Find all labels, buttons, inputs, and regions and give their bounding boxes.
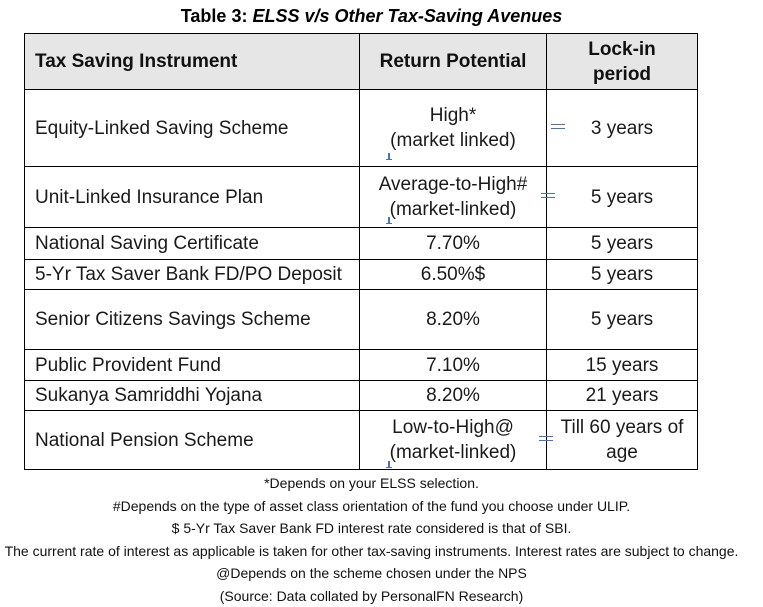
cell-instrument: Public Provident Fund bbox=[25, 350, 360, 381]
table-title-italic: ELSS v/s Other Tax-Saving Avenues bbox=[252, 6, 563, 26]
footnote-source: (Source: Data collated by PersonalFN Research) bbox=[219, 587, 524, 604]
cell-instrument: National Pension Scheme bbox=[25, 411, 360, 470]
edit-mark-icon bbox=[541, 193, 555, 198]
cell-lockin: 15 years bbox=[547, 350, 698, 381]
anchor-mark-icon bbox=[386, 461, 392, 468]
table-title-prefix: Table 3: bbox=[180, 6, 253, 26]
header-lockin: Lock-in period bbox=[547, 34, 698, 90]
cell-lockin: Till 60 years of age bbox=[547, 411, 698, 470]
footnotes bbox=[0, 472, 753, 607]
edit-mark-icon bbox=[539, 436, 553, 441]
table-title bbox=[0, 5, 743, 27]
footnote-interest: The current rate of interest as applicable is taken for other tax-saving instruments. Interest rates are subject to change. bbox=[4, 542, 739, 559]
table-header-row bbox=[25, 34, 698, 90]
table-row bbox=[25, 411, 698, 470]
footnote-nps: @Depends on the scheme chosen under the NPS bbox=[216, 565, 527, 581]
header-instrument: Tax Saving Instrument bbox=[25, 34, 360, 90]
header-return: Return Potential bbox=[360, 34, 547, 90]
cell-return: 8.20% bbox=[360, 381, 547, 411]
cell-lockin: 21 years bbox=[547, 381, 698, 411]
cell-return: 7.70% bbox=[360, 228, 547, 260]
footnote-elss: *Depends on your ELSS selection. bbox=[264, 475, 479, 491]
cell-instrument: Sukanya Samriddhi Yojana bbox=[25, 381, 360, 411]
cell-lockin: 5 years bbox=[547, 290, 698, 350]
cell-instrument: 5-Yr Tax Saver Bank FD/PO Deposit bbox=[25, 260, 360, 290]
table-row bbox=[25, 290, 698, 350]
cell-return: High* (market linked) bbox=[360, 90, 547, 167]
anchor-mark-icon bbox=[386, 217, 392, 224]
cell-lockin: 5 years bbox=[547, 228, 698, 260]
cell-return: Average-to-High# (market-linked) bbox=[360, 167, 547, 228]
footnote-fd: $ 5-Yr Tax Saver Bank FD interest rate considered is that of SBI. bbox=[171, 520, 572, 536]
cell-instrument: National Saving Certificate bbox=[25, 228, 360, 260]
comparison-table bbox=[24, 33, 698, 470]
footnote-ulip: #Depends on the type of asset class orientation of the fund you choose under ULIP. bbox=[112, 497, 631, 514]
table-row bbox=[25, 381, 698, 411]
table-row bbox=[25, 350, 698, 381]
cell-instrument: Equity-Linked Saving Scheme bbox=[25, 90, 360, 167]
cell-instrument: Senior Citizens Savings Scheme bbox=[25, 290, 360, 350]
cell-lockin: 5 years bbox=[547, 260, 698, 290]
cell-lockin: 3 years bbox=[547, 90, 698, 167]
cell-return: 8.20% bbox=[360, 290, 547, 350]
cell-return: 6.50%$ bbox=[360, 260, 547, 290]
cell-instrument: Unit-Linked Insurance Plan bbox=[25, 167, 360, 228]
table-row bbox=[25, 228, 698, 260]
cell-lockin: 5 years bbox=[547, 167, 698, 228]
edit-mark-icon bbox=[551, 124, 565, 129]
cell-return: 7.10% bbox=[360, 350, 547, 381]
table-row bbox=[25, 90, 698, 167]
cell-return: Low-to-High@ (market-linked) bbox=[360, 411, 547, 470]
table-row bbox=[25, 260, 698, 290]
anchor-mark-icon bbox=[386, 153, 392, 160]
table-row bbox=[25, 167, 698, 228]
